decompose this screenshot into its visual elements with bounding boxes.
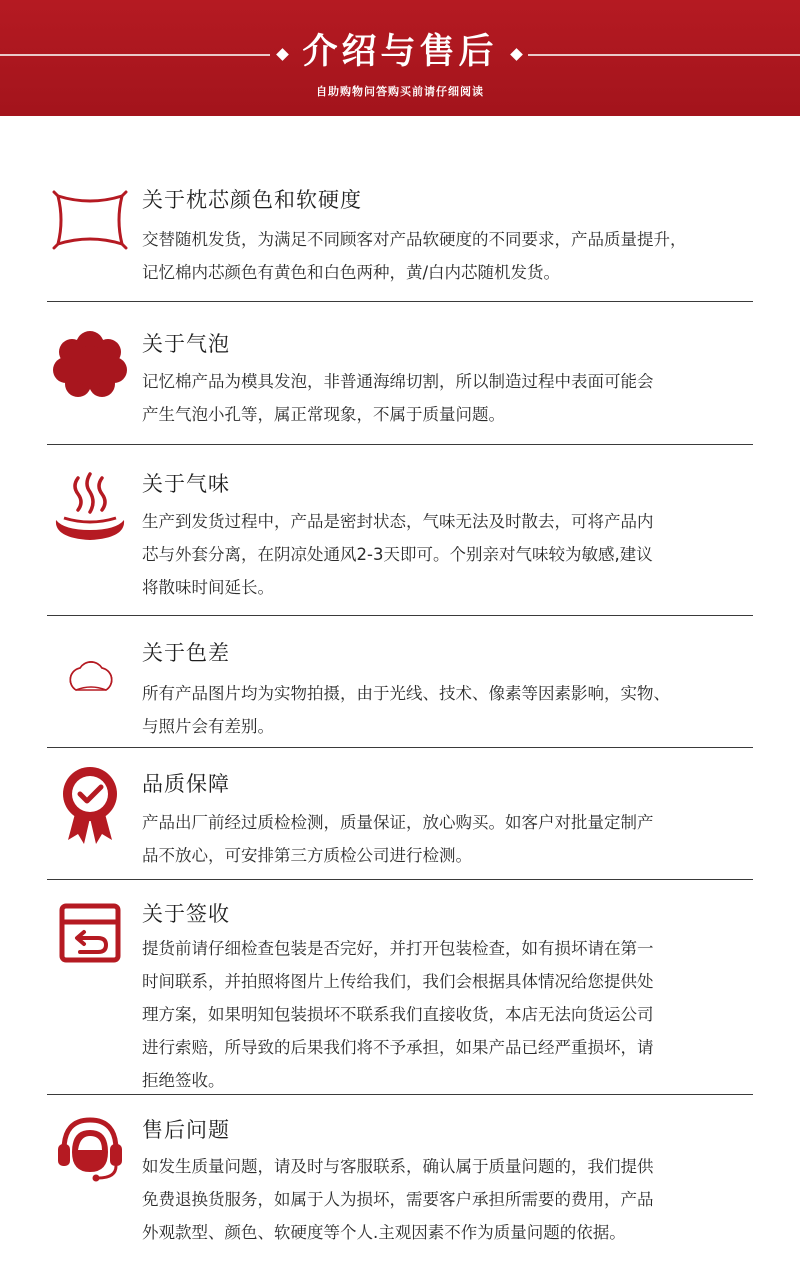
section-body xyxy=(142,505,762,604)
section-heading: 关于签收 xyxy=(142,902,230,926)
section-after-sales xyxy=(0,1112,800,1262)
body-line: 产品出厂前经过质检检测，质量保证，放心购买。如客户对批量定制产 xyxy=(142,813,654,832)
steam-odor-icon xyxy=(50,470,130,560)
pillow-icon xyxy=(50,184,130,274)
section-pillow xyxy=(0,178,800,302)
body-line: 芯与外套分离，在阴凉处通风2-3天即可。个别亲对气味较为敏感,建议 xyxy=(142,545,653,564)
color-cloud-icon xyxy=(50,630,130,720)
body-line: 免费退换货服务，如属于人为损坏，需要客户承担所需要的费用，产品 xyxy=(142,1190,654,1209)
section-divider xyxy=(47,879,753,880)
section-body xyxy=(142,806,762,872)
body-line: 与照片会有差别。 xyxy=(142,717,274,736)
section-body xyxy=(142,1150,762,1249)
body-line: 产生气泡小孔等，属正常现象，不属于质量问题。 xyxy=(142,405,505,424)
body-line: 交替随机发货，为满足不同顾客对产品软硬度的不同要求，产品质量提升， xyxy=(142,230,687,249)
section-body xyxy=(142,932,762,1097)
page-subtitle: 自助购物问答购买前请仔细阅读 xyxy=(316,85,484,98)
section-divider xyxy=(47,615,753,616)
section-divider xyxy=(47,301,753,302)
section-bubbles xyxy=(0,320,800,444)
body-line: 提货前请仔细检查包装是否完好，并打开包装检查，如有损坏请在第一 xyxy=(142,939,654,958)
body-line: 品不放心，可安排第三方质检公司进行检测。 xyxy=(142,846,472,865)
body-line: 记忆棉产品为模具发泡，非普通海绵切割，所以制造过程中表面可能会 xyxy=(142,372,654,391)
body-line: 拒绝签收。 xyxy=(142,1071,225,1090)
section-signing xyxy=(0,896,800,1094)
body-line: 如发生质量问题，请及时与客服联系，确认属于质量问题的，我们提供 xyxy=(142,1157,654,1176)
return-box-icon xyxy=(50,896,130,986)
body-line: 所有产品图片均为实物拍摄，由于光线、技术、像素等因素影响，实物、 xyxy=(142,684,670,703)
section-heading: 关于枕芯颜色和软硬度 xyxy=(142,188,362,212)
header-banner xyxy=(0,0,800,116)
banner-rule-right xyxy=(528,54,800,56)
section-body xyxy=(142,365,762,431)
bubble-cloud-icon xyxy=(50,320,130,410)
page-title: 介绍与售后 xyxy=(302,32,498,72)
section-body xyxy=(142,223,762,289)
customer-service-icon xyxy=(50,1112,130,1202)
section-heading: 售后问题 xyxy=(142,1118,230,1142)
section-color-difference xyxy=(0,630,800,748)
section-divider xyxy=(47,1094,753,1095)
section-divider xyxy=(47,444,753,445)
body-line: 外观款型、颜色、软硬度等个人.主观因素不作为质量问题的依据。 xyxy=(142,1223,626,1242)
section-divider xyxy=(47,747,753,748)
section-quality xyxy=(0,762,800,880)
section-heading: 关于气味 xyxy=(142,472,230,496)
quality-badge-icon xyxy=(50,762,130,852)
body-line: 时间联系，并拍照将图片上传给我们，我们会根据具体情况给您提供处 xyxy=(142,972,654,991)
body-line: 生产到发货过程中，产品是密封状态，气味无法及时散去，可将产品内 xyxy=(142,512,654,531)
body-line: 进行索赔，所导致的后果我们将不予承担，如果产品已经严重损坏，请 xyxy=(142,1038,654,1057)
section-heading: 关于气泡 xyxy=(142,332,230,356)
section-odor xyxy=(0,462,800,616)
section-heading: 品质保障 xyxy=(142,772,230,796)
body-line: 理方案，如果明知包装损坏不联系我们直接收货，本店无法向货运公司 xyxy=(142,1005,654,1024)
body-line: 记忆棉内芯颜色有黄色和白色两种，黄/白内芯随机发货。 xyxy=(142,263,561,282)
section-body xyxy=(142,677,762,743)
body-line: 将散味时间延长。 xyxy=(142,578,274,597)
section-heading: 关于色差 xyxy=(142,641,230,665)
